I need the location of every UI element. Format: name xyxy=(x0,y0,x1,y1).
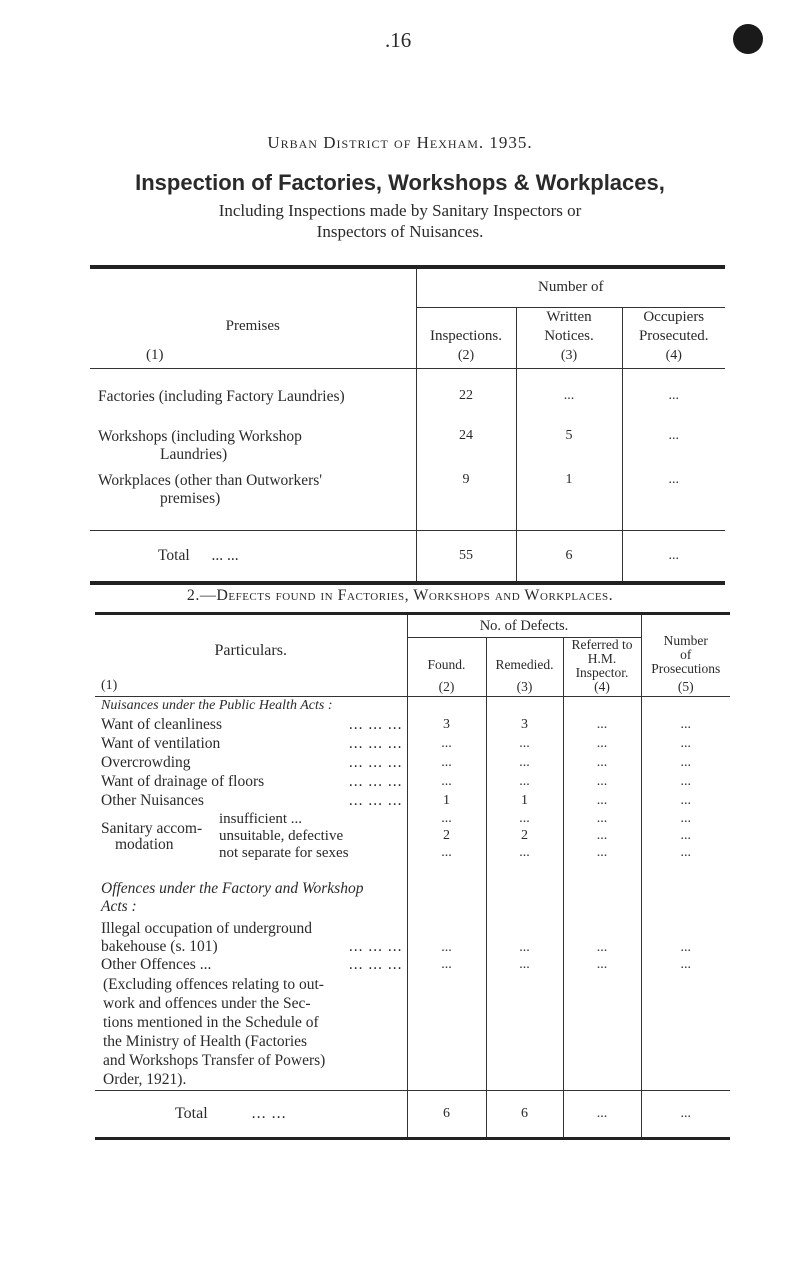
number-of-header: Number of xyxy=(416,267,725,307)
referred-cell: ... xyxy=(563,828,641,845)
header-num: (3) xyxy=(560,347,578,363)
total-remedied: 6 xyxy=(486,1091,563,1139)
sanitary-label-line: modation xyxy=(115,835,174,853)
remedied-cell: ... xyxy=(486,773,563,792)
premises-line: Laundries) xyxy=(160,446,228,463)
table-row xyxy=(95,735,730,754)
header-num: (5) xyxy=(677,679,694,694)
page-number: .16 xyxy=(385,28,412,52)
referred-cell: ... xyxy=(563,811,641,828)
found-cell: ... xyxy=(407,956,486,975)
header-text: Prosecutions xyxy=(651,661,721,676)
prosecutions-cell: ... xyxy=(641,916,730,956)
row-label: Illegal occupation of underground xyxy=(101,919,313,937)
header-text: Prosecuted. xyxy=(638,327,709,344)
table-row xyxy=(90,472,725,530)
remedied-cell: ... xyxy=(486,735,563,754)
inspections-header xyxy=(416,307,516,368)
row-label xyxy=(101,938,407,956)
remedied-cell: ... xyxy=(486,811,563,828)
row-label: Other Nuisances xyxy=(101,792,204,809)
total-row xyxy=(95,1091,730,1139)
header-num: (2) xyxy=(438,679,455,694)
leader-dots: ... ... ... xyxy=(348,773,403,790)
row-label: Want of drainage of floors xyxy=(101,773,265,790)
particulars-cell xyxy=(95,916,407,956)
prosecutions-cell: ... xyxy=(641,792,730,811)
header-text: Inspector. xyxy=(575,665,629,680)
leader-dots: ... ... ... xyxy=(348,754,403,771)
inspections-cell: 24 xyxy=(416,428,516,472)
table-row xyxy=(95,956,730,975)
referred-cell: ... xyxy=(563,735,641,754)
table-row xyxy=(95,811,730,828)
row-label: Overcrowding xyxy=(101,754,191,771)
header-num: (3) xyxy=(516,679,533,694)
total-label xyxy=(95,1091,407,1139)
defects-group-header: No. of Defects. xyxy=(407,614,641,638)
premises-cell xyxy=(90,472,416,530)
referred-cell: ... xyxy=(563,845,641,862)
ink-blot xyxy=(733,24,763,54)
note-line: Order, 1921). xyxy=(103,1070,187,1088)
header-text: Inspections. xyxy=(429,327,503,344)
table-row xyxy=(95,916,730,956)
remedied-cell: ... xyxy=(486,956,563,975)
remedied-cell: ... xyxy=(486,845,563,862)
found-cell: 1 xyxy=(407,792,486,811)
note-line: tions mentioned in the Schedule of xyxy=(103,1013,319,1031)
note-line: and Workshops Transfer of Powers) xyxy=(103,1051,326,1069)
header-num: (1) xyxy=(101,678,118,693)
particulars-cell xyxy=(95,792,407,811)
sanitary-label-line: Sanitary accom- xyxy=(101,819,203,837)
total-prosecuted: ... xyxy=(622,530,725,583)
sanitary-label xyxy=(101,821,202,853)
table-row xyxy=(90,428,725,472)
premises-cell: Factories (including Factory Laundries) xyxy=(98,388,345,405)
sanitary-sub-label: insufficient ... xyxy=(219,810,303,827)
header-text: Found. xyxy=(427,657,466,672)
remedied-header xyxy=(486,638,563,697)
sanitary-cell xyxy=(95,811,407,862)
report-title: Inspection of Factories, Workshops & Workplaces, xyxy=(135,170,665,195)
sanitary-sub-label: not separate for sexes xyxy=(219,844,349,861)
subtitle-line: Inspectors of Nuisances. xyxy=(316,222,484,241)
prosecutions-cell: ... xyxy=(641,845,730,862)
prosecutions-cell: ... xyxy=(641,716,730,735)
header-text: Premises xyxy=(225,317,280,334)
notices-cell: ... xyxy=(516,388,622,428)
prosecutions-cell: ... xyxy=(641,735,730,754)
section-title-line: Offences under the Factory and Workshop xyxy=(101,879,364,897)
header-text: of xyxy=(680,647,692,662)
note-line: the Ministry of Health (Factories xyxy=(103,1032,308,1050)
leader-dots: ... ... ... xyxy=(348,735,403,752)
notices-cell: 1 xyxy=(516,472,622,530)
table-row xyxy=(95,773,730,792)
total-found: 6 xyxy=(407,1091,486,1139)
header-text: Notices. xyxy=(544,327,594,344)
total-row xyxy=(90,530,725,583)
header-text: Number xyxy=(663,633,708,648)
leader-dots: ... ... ... xyxy=(348,937,403,955)
section-title-line: Acts : xyxy=(101,897,137,915)
found-cell: ... xyxy=(407,773,486,792)
row-label-text: bakehouse (s. 101) xyxy=(101,937,218,955)
notices-cell: 5 xyxy=(516,428,622,472)
particulars-cell xyxy=(95,716,407,735)
header-text: Referred to xyxy=(571,637,633,652)
note-line: (Excluding offences relating to out- xyxy=(103,975,324,993)
referred-cell: ... xyxy=(563,773,641,792)
referred-header xyxy=(563,638,641,697)
total-inspections: 55 xyxy=(416,530,516,583)
referred-cell: ... xyxy=(563,956,641,975)
particulars-cell xyxy=(95,956,407,975)
found-header xyxy=(407,638,486,697)
total-text: Total xyxy=(158,546,190,564)
total-referred: ... xyxy=(563,1091,641,1139)
referred-cell: ... xyxy=(563,792,641,811)
found-cell: ... xyxy=(407,811,486,828)
prosecutions-cell: ... xyxy=(641,773,730,792)
note-line: work and offences under the Sec- xyxy=(103,994,311,1012)
report-subtitle xyxy=(0,200,800,242)
prosecutions-cell: ... xyxy=(641,956,730,975)
remedied-cell: ... xyxy=(486,754,563,773)
prosecuted-cell: ... xyxy=(622,428,725,472)
table-row xyxy=(95,754,730,773)
particulars-cell xyxy=(95,773,407,792)
table-row xyxy=(95,792,730,811)
total-notices: 6 xyxy=(516,530,622,583)
inspections-cell: 9 xyxy=(416,472,516,530)
found-cell: ... xyxy=(407,754,486,773)
premises-line: premises) xyxy=(160,490,221,507)
premises-line: Workshops (including Workshop xyxy=(98,428,302,445)
premises-cell xyxy=(90,428,416,472)
header-num: (2) xyxy=(457,347,475,363)
total-label xyxy=(90,530,416,583)
particulars-cell xyxy=(95,754,407,773)
found-cell: 2 xyxy=(407,828,486,845)
header-num: (1) xyxy=(146,346,164,363)
prosecutions-cell: ... xyxy=(641,754,730,773)
referred-cell: ... xyxy=(563,754,641,773)
leader-dots: ... ... ... xyxy=(348,716,403,733)
table-row xyxy=(90,388,725,428)
defects-heading: 2.—Defects found in Factories, Workshops and Workplaces. xyxy=(186,587,614,604)
leader-dots: ... ... xyxy=(211,546,239,564)
header-num: (4) xyxy=(594,679,610,694)
found-cell: ... xyxy=(407,735,486,754)
found-cell: ... xyxy=(407,845,486,862)
particulars-header xyxy=(95,614,407,697)
district-heading: Urban District of Hexham. 1935. xyxy=(267,133,533,152)
particulars-cell xyxy=(95,735,407,754)
sanitary-sub-label: unsuitable, defective xyxy=(219,827,344,844)
leader-dots: ... ... ... xyxy=(348,792,403,809)
prosecuted-header xyxy=(622,307,725,368)
row-label: Other Offences ... xyxy=(101,956,212,973)
header-num: (4) xyxy=(665,347,682,363)
remedied-cell: ... xyxy=(486,916,563,956)
remedied-cell: 2 xyxy=(486,828,563,845)
header-text: Written xyxy=(546,308,592,325)
table-row xyxy=(95,716,730,735)
header-text: Remedied. xyxy=(495,657,554,672)
found-cell: ... xyxy=(407,916,486,956)
inspections-table xyxy=(90,265,725,585)
leader-dots: ... ... xyxy=(251,1105,287,1122)
header-text: H.M. xyxy=(587,651,617,666)
inspections-cell: 22 xyxy=(416,388,516,428)
referred-cell: ... xyxy=(563,916,641,956)
found-cell: 3 xyxy=(407,716,486,735)
section-title: Nuisances under the Public Health Acts : xyxy=(101,698,333,714)
premises-line: Workplaces (other than Outworkers' xyxy=(98,472,323,489)
referred-cell: ... xyxy=(563,716,641,735)
prosecutions-cell: ... xyxy=(641,828,730,845)
header-text: Particulars. xyxy=(214,642,287,659)
section2-title xyxy=(95,880,407,916)
sanitary-sub-labels xyxy=(219,811,349,862)
row-label: Want of ventilation xyxy=(101,735,221,752)
defects-table xyxy=(95,612,730,1140)
subtitle-line: Including Inspections made by Sanitary Inspectors or xyxy=(218,201,582,220)
row-label: Want of cleanliness xyxy=(101,716,222,733)
remedied-cell: 1 xyxy=(486,792,563,811)
excluding-note xyxy=(95,975,407,1091)
premises-header xyxy=(90,267,416,368)
prosecutions-cell: ... xyxy=(641,811,730,828)
notices-header xyxy=(516,307,622,368)
remedied-cell: 3 xyxy=(486,716,563,735)
total-text: Total xyxy=(175,1105,208,1122)
header-text: Occupiers xyxy=(643,308,705,325)
leader-dots: ... ... ... xyxy=(348,956,403,973)
prosecuted-cell: ... xyxy=(622,472,725,530)
total-prosecutions: ... xyxy=(641,1091,730,1139)
prosecuted-cell: ... xyxy=(622,388,725,428)
prosecutions-header xyxy=(641,614,730,697)
